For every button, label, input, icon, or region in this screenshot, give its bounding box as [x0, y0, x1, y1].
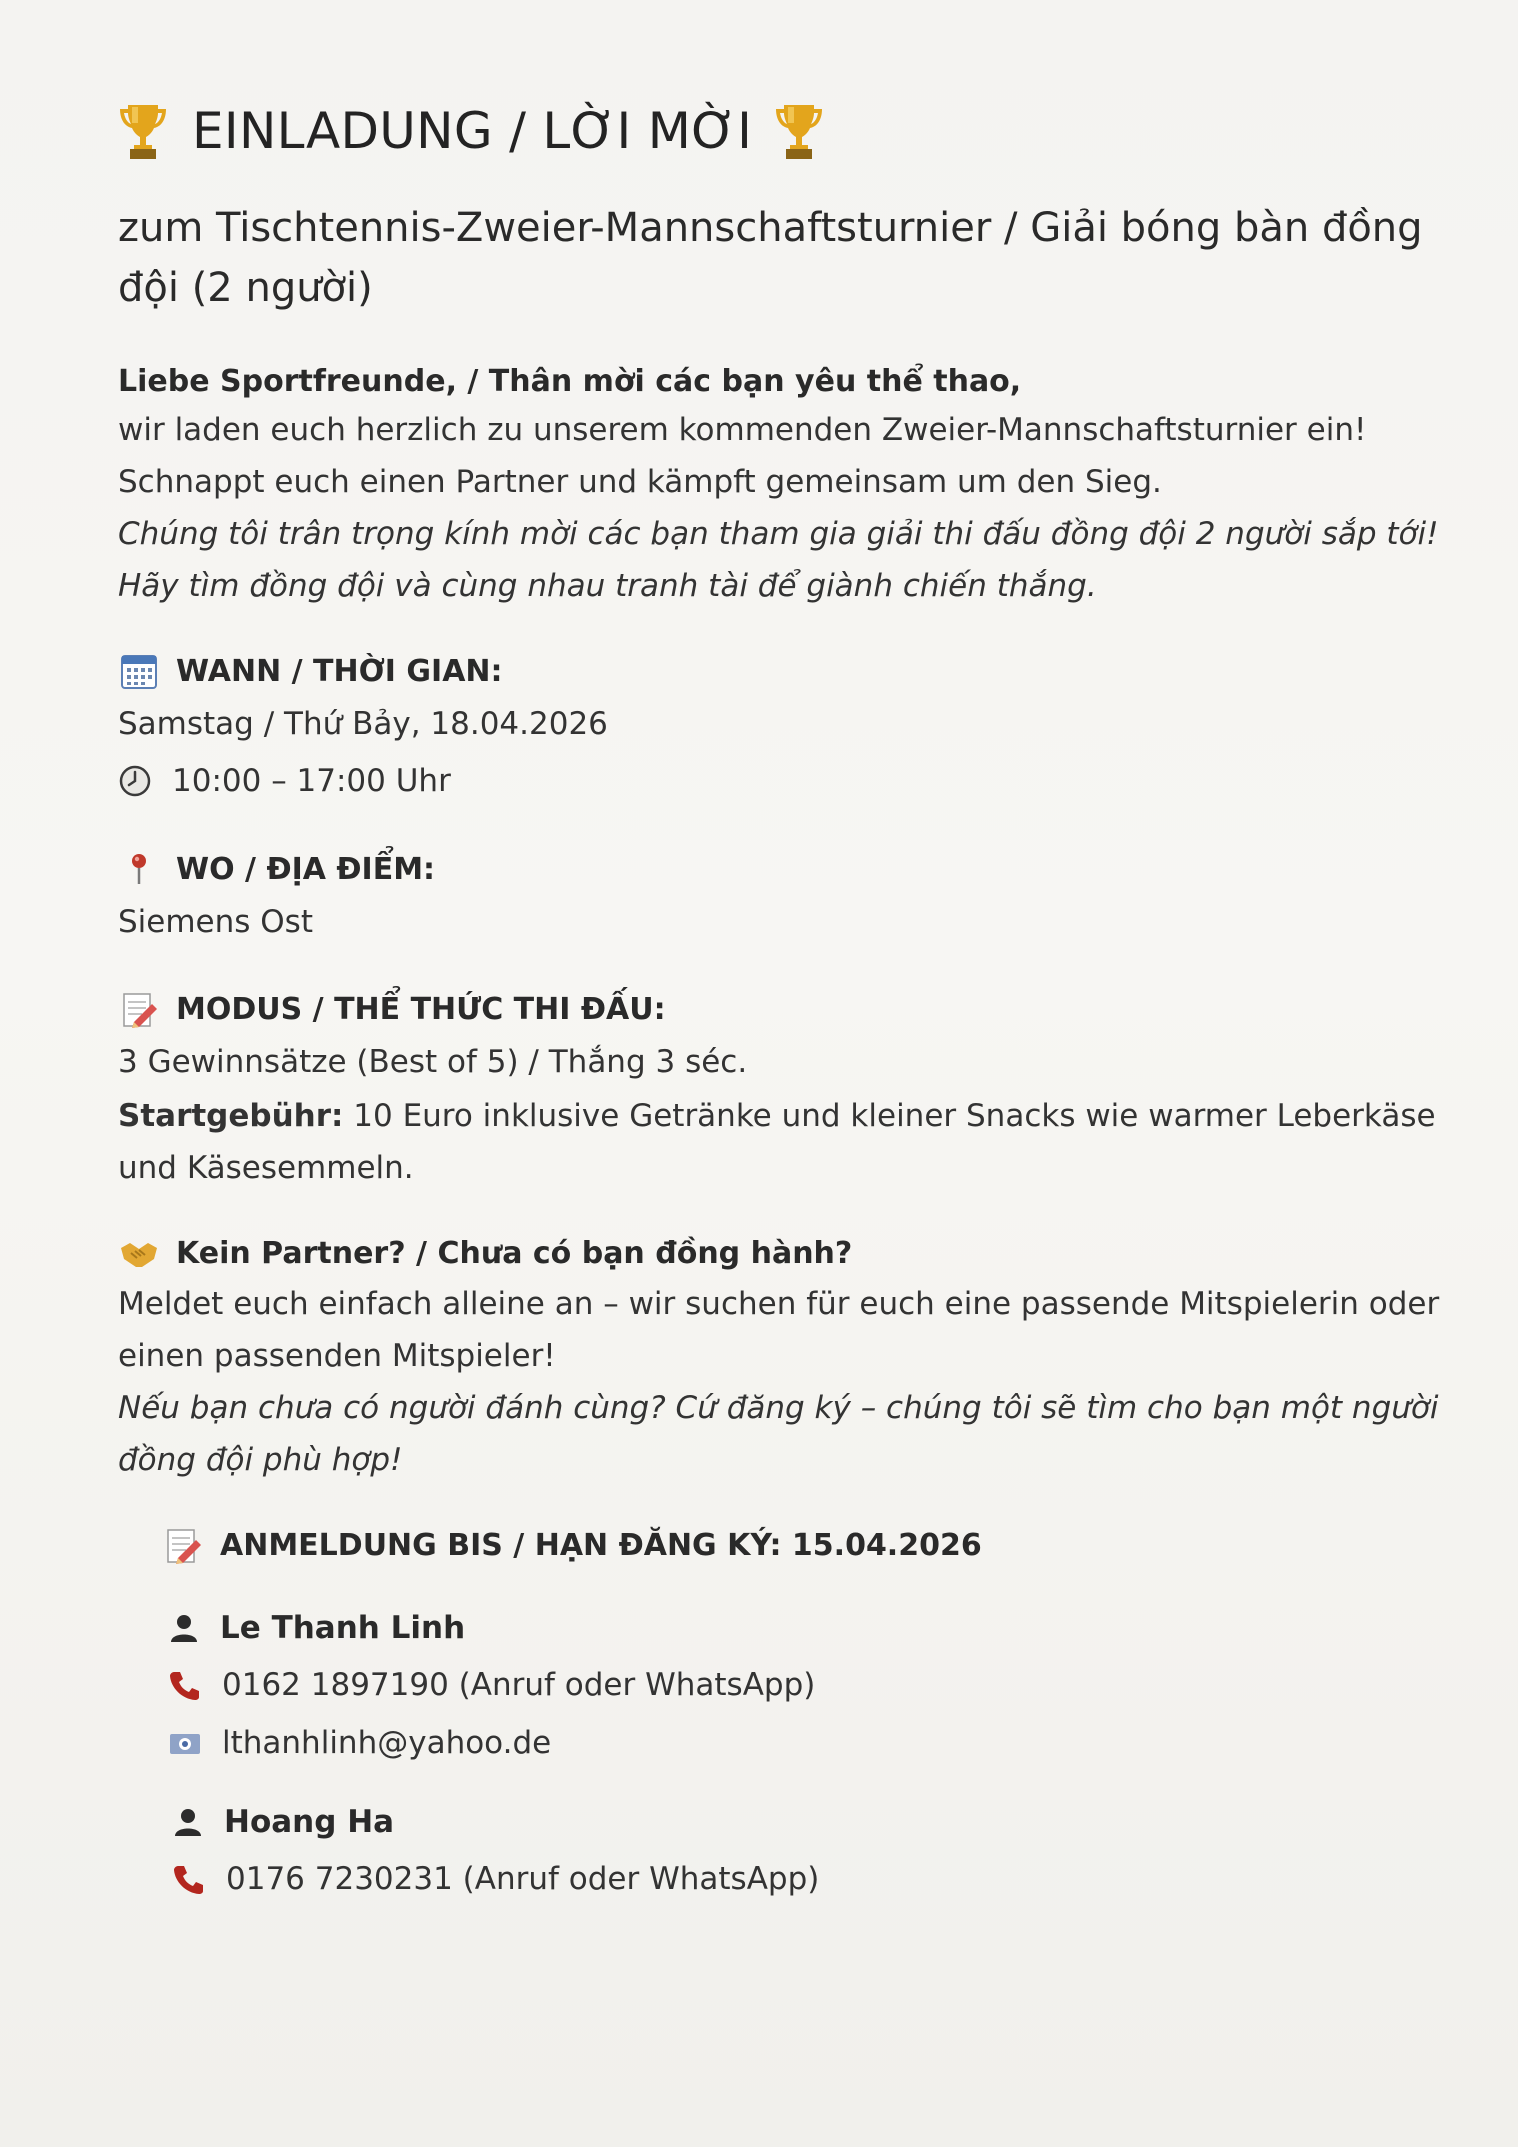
mode-heading-row	[118, 984, 1448, 1034]
contact-name-row	[168, 1600, 1448, 1656]
title-row	[118, 78, 1448, 184]
event-place: Siemens Ost	[118, 904, 313, 940]
partner-section	[118, 1228, 1448, 1486]
event-date: Samstag / Thứ Bảy, 18.04.2026	[118, 706, 608, 742]
match-format: 3 Gewinnsätze (Best of 5) / Thắng 3 séc.	[118, 1044, 748, 1080]
calendar-icon	[118, 650, 160, 692]
contact-name: Hoang Ha	[224, 1804, 395, 1840]
contact-phone-row	[168, 1656, 1448, 1714]
partner-text-vi: Nếu bạn chưa có người đánh cùng? Cứ đăng ký – chúng tôi sẽ tìm cho bạn một người đồng đội phù hợp!	[118, 1390, 1439, 1478]
contact-card	[168, 1600, 1448, 1772]
person-icon	[172, 1806, 204, 1838]
entry-fee-text: 10 Euro inklusive Getränke und kleiner Snacks wie warmer Leberkäse und Käsesemmeln.	[118, 1098, 1436, 1186]
when-heading: WANN / THỜI GIAN:	[176, 653, 503, 689]
contact-name-row	[172, 1794, 1448, 1850]
pin-icon	[118, 848, 160, 890]
phone-icon	[172, 1862, 206, 1896]
handshake-icon	[118, 1232, 160, 1274]
mode-heading: MODUS / THỂ THỨC THI ĐẤU:	[176, 991, 666, 1027]
phone-icon	[168, 1668, 202, 1702]
clock-icon	[118, 764, 152, 798]
greeting: Liebe Sportfreunde, / Thân mời các bạn yêu thể thao,	[118, 364, 1022, 399]
event-time: 10:00 – 17:00 Uhr	[172, 763, 451, 799]
intro-text-vi: Chúng tôi trân trọng kính mời các bạn tham gia giải thi đấu đồng đội 2 người sắp tới! Hãy tìm đồng đội và cùng nhau tranh tài để giành chiến thắng.	[118, 516, 1439, 604]
trophy-icon	[774, 101, 824, 161]
partner-heading-row	[118, 1228, 1448, 1278]
contact-card	[172, 1794, 1448, 1908]
registration-section	[162, 1520, 1448, 1570]
contact-phone[interactable]: 0162 1897190 (Anruf oder WhatsApp)	[222, 1667, 816, 1703]
trophy-icon	[118, 101, 168, 161]
email-icon	[168, 1726, 202, 1760]
contact-email-row	[168, 1714, 1448, 1772]
contact-email[interactable]: lthanhlinh@yahoo.de	[222, 1725, 552, 1761]
contact-phone[interactable]: 0176 7230231 (Anruf oder WhatsApp)	[226, 1861, 820, 1897]
page-subtitle: zum Tischtennis-Zweier-Mannschaftsturnier / Giải bóng bàn đồng đội (2 người)	[118, 205, 1423, 311]
mode-section	[118, 984, 1448, 1194]
person-icon	[168, 1612, 200, 1644]
memo-icon	[162, 1524, 204, 1566]
when-section	[118, 646, 1448, 810]
where-heading-row	[118, 844, 1448, 894]
registration-heading-row	[162, 1520, 1448, 1570]
partner-heading: Kein Partner? / Chưa có bạn đồng hành?	[176, 1235, 853, 1271]
event-time-row	[118, 752, 1448, 810]
page-title: EINLADUNG / LỜI MỜI	[192, 102, 753, 160]
where-heading: WO / ĐỊA ĐIỂM:	[176, 851, 436, 887]
where-section	[118, 844, 1448, 950]
memo-icon	[118, 988, 160, 1030]
entry-fee-label: Startgebühr:	[118, 1098, 344, 1134]
intro-text-de: wir laden euch herzlich zu unserem kommenden Zweier-Mannschaftsturnier ein! Schnappt euch einen Partner und kämpft gemeinsam um den Sieg.	[118, 412, 1367, 500]
invitation-content	[118, 78, 1448, 1908]
contact-phone-row	[172, 1850, 1448, 1908]
entry-fee	[118, 1090, 1448, 1194]
when-heading-row	[118, 646, 1448, 696]
partner-text-de: Meldet euch einfach alleine an – wir suchen für euch eine passende Mitspielerin oder einen passenden Mitspieler!	[118, 1286, 1440, 1374]
registration-heading: ANMELDUNG BIS / HẠN ĐĂNG KÝ: 15.04.2026	[220, 1527, 982, 1563]
contact-name: Le Thanh Linh	[220, 1610, 466, 1646]
